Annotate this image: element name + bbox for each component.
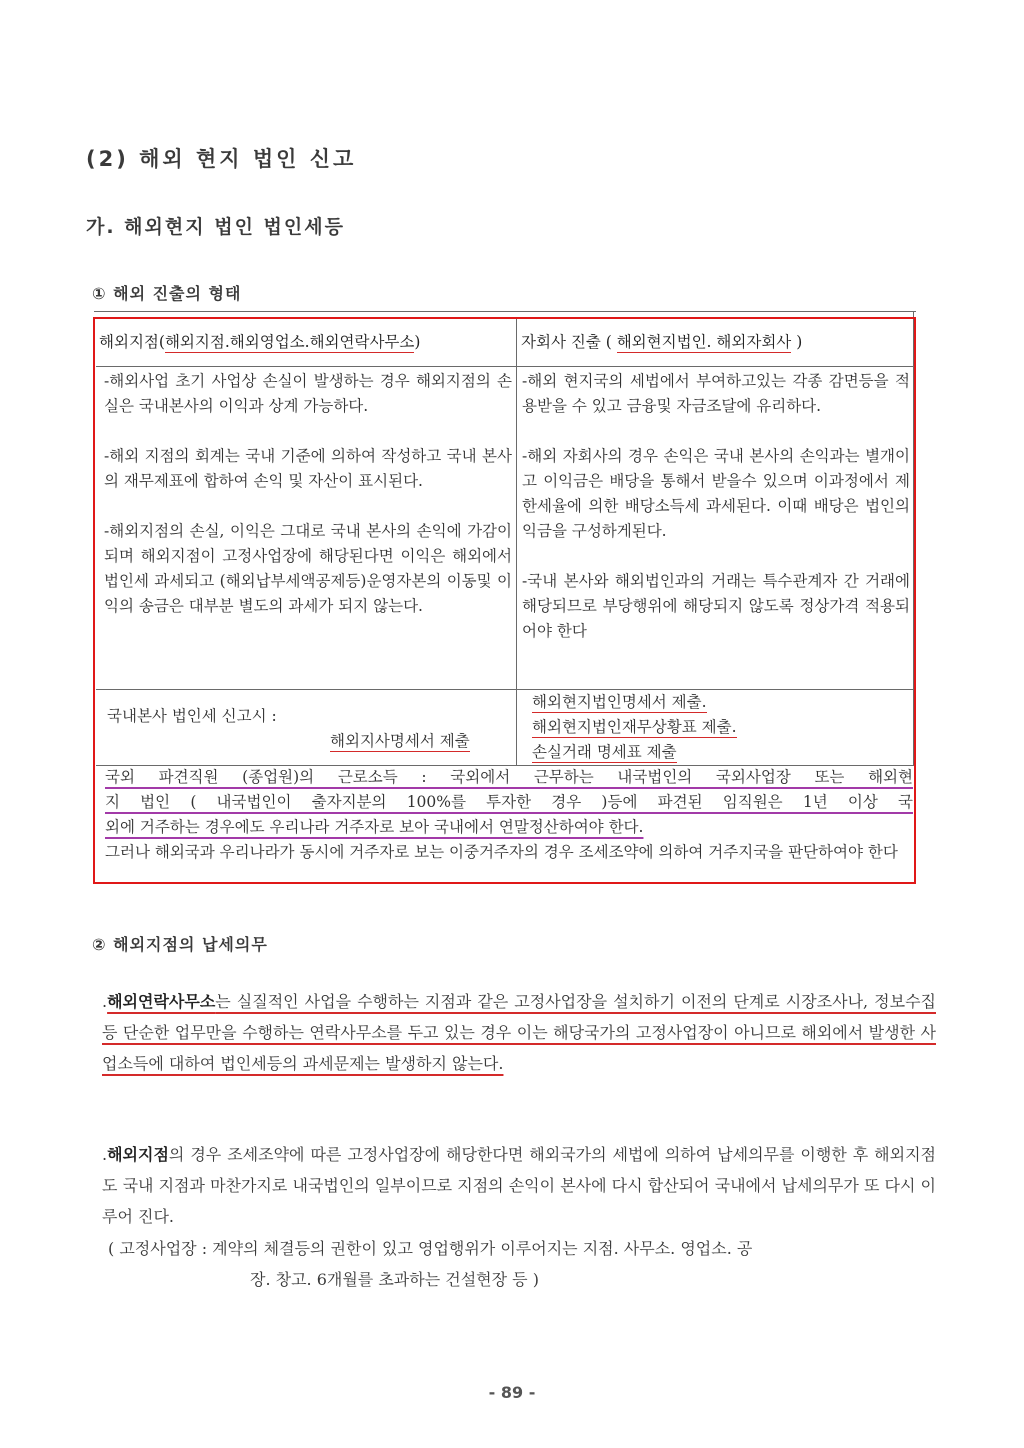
paragraph-1-dot: . [102,992,108,1011]
note-line-2-text: 지 법인 ( 내국법인이 출자지분의 100%를 투자한 경우 )등에 파견된 임직원은 1년 이상 국 [105,793,913,811]
branch-header-suffix: ) [414,333,421,351]
subsidiary-point-3: -국내 본사와 해외법인과의 거래는 특수관계자 간 거래에 해당되므로 부당행위에 해당되지 않도록 정상가격 적용되어야 한다 [522,572,910,640]
paragraph-1-text: 는 실질적인 사업을 수행하는 지점과 같은 고정사업장을 설치하기 이전의 단계로 시장조사나, 정보수집등 단순한 업무만을 수행하는 연락사무소를 두고 있는 경우 이는 해당국가의 고정사업장이 아니므로 해외에서 발생한 사업소득에 대하여 법인세등의 과세문제는 발생하지 않는다. [102,992,936,1073]
table-header-subsidiary [521,330,802,352]
filing-branch-text: 해외지사명세서 제출 [330,732,470,750]
note-line-1-text: 국외 파견직원 (종업원)의 근로소득 : 국외에서 근무하는 내국법인의 국외사업장 또는 해외현 [105,768,913,786]
page-number: - 89 - [488,1383,536,1402]
filing-branch [330,729,470,754]
note-line-3-text: 외에 거주하는 경우에도 우리나라 거주자로 보아 국내에서 연말정산하여야 한다. [105,818,644,836]
subsidiary-header-types: 해외현지법인. 해외자회사 [616,333,792,351]
branch-point-2: -해외 지점의 회계는 국내 기준에 의하여 작성하고 국내 본사의 재무제표에 합하여 손익 및 자산이 표시된다. [104,447,512,490]
paragraph-branch [102,1139,936,1232]
filing-subsidiary-2: 해외현지법인재무상황표 제출. [532,718,737,736]
filing-label: 국내본사 법인세 신고시 : [107,707,277,725]
note-line-2 [105,790,913,815]
filing-subsidiary-list [532,690,737,765]
item-heading-2: ② 해외지점의 납세의무 [92,935,268,954]
table-header-branch [99,330,420,352]
branch-point-1: -해외사업 초기 사업상 손실이 발생하는 경우 해외지점의 손실은 국내본사의 이익과 상계 가능하다. [104,372,512,415]
filing-subsidiary-3: 손실거래 명세표 제출 [532,743,677,761]
table-top-border [94,311,916,312]
pe-definition-line-2: 장. 창고. 6개월를 초과하는 건설현장 등 ) [250,1270,539,1289]
subsidiary-column [522,369,910,644]
pe-definition-line-1: ( 고정사업장 : 계약의 체결등의 권한이 있고 영업행위가 이루어지는 지점. 사무소. 영업소. 공 [108,1239,753,1258]
branch-header-types: 해외지점.해외영업소.해외연락사무소 [164,333,415,351]
paragraph-1-bold: 해외연락사무소 [107,992,216,1011]
paragraph-liaison-office [102,986,936,1079]
note-rest: 그러나 해외국과 우리나라가 동시에 거주자로 보는 이중거주자의 경우 조세조약에 의하여 거주지국을 판단하여야 한다 [105,843,898,861]
branch-header-prefix: 해외지점( [99,333,165,351]
filing-subsidiary-1: 해외현지법인명세서 제출. [532,693,707,711]
subsidiary-point-2: -해외 자회사의 경우 손익은 국내 본사의 손익과는 별개이고 이익금은 배당을 통해서 받을수 있으며 이과정에서 제한세율에 의한 배당소득세 과세된다. 이때 배당은 법인의 익금을 구성하게된다. [522,447,910,540]
subsidiary-header-prefix: 자회사 진출 ( [521,333,617,351]
subsidiary-point-1: -해외 현지국의 세법에서 부여하고있는 각종 감면등을 적용받을 수 있고 금융및 자금조달에 유리하다. [522,372,910,415]
paragraph-2-dot: . [102,1145,108,1164]
paragraph-2-bold: 해외지점 [107,1145,169,1164]
item-heading-1: ① 해외 진출의 형태 [92,284,242,303]
section-heading: (2) 해외 현지 법인 신고 [86,147,357,171]
branch-column [104,369,512,619]
subsidiary-header-suffix: ) [791,333,803,351]
subsection-heading: 가. 해외현지 법인 법인세등 [86,216,345,238]
note-line-1 [105,765,913,790]
branch-point-3: -해외지점의 손실, 이익은 그대로 국내 본사의 손익에 가감이 되며 해외지점이 고정사업장에 해당된다면 이익은 해외에서 법인세 과세되고 (해외납부세액공제등)운영자본의 이동및 이익의 송금은 대부분 별도의 과세가 되지 않는다. [104,522,512,615]
note-line-3 [105,815,913,840]
paragraph-2-text: 의 경우 조세조약에 따른 고정사업장에 해당한다면 해외국가의 세법에 의하여 납세의무를 이행한 후 해외지점도 국내 지점과 마찬가지로 내국법인의 일부이므로 지점의 손익이 본사에 다시 합산되어 국내에서 납세의무가 또 다시 이루어 진다. [102,1145,936,1226]
